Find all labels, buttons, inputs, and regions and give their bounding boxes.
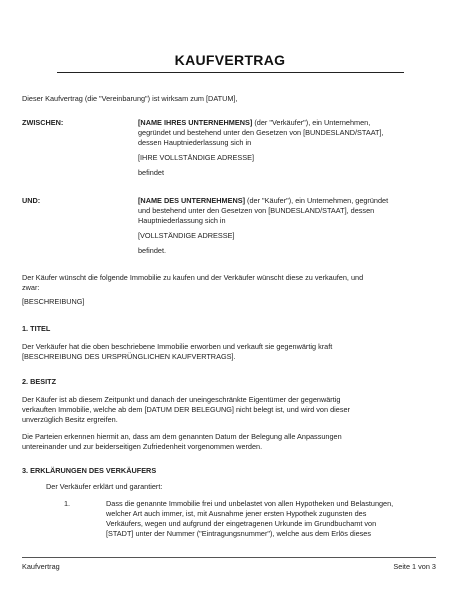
between-line3: dessen Hauptniederlassung sich in	[138, 138, 252, 147]
footer-left: Kaufvertrag	[22, 562, 60, 571]
title-rule	[57, 72, 404, 73]
between-label: ZWISCHEN:	[22, 118, 64, 127]
section1-heading: 1. TITEL	[22, 324, 51, 333]
and-line1	[138, 196, 388, 206]
seller-name: [NAME IHRES UNTERNEHMENS]	[138, 118, 253, 127]
section3-intro: Der Verkäufer erklärt und garantiert:	[46, 482, 163, 491]
seller-located: befindet	[138, 168, 164, 177]
section3-item-line4: [STADT] unter der Nummer ("Eintragungsnummer"), welche aus dem Erlös dieses	[106, 529, 371, 538]
intro-text: Dieser Kaufvertrag (die "Vereinbarung") ist wirksam zum [DATUM],	[22, 94, 238, 103]
wish-line2: zwar:	[22, 283, 40, 292]
document-title: KAUFVERTRAG	[174, 52, 286, 68]
property-description: [BESCHREIBUNG]	[22, 297, 85, 306]
section2-p1-line2: verkauften Immobilie, welche ab dem [DATUM DER BELEGUNG] nicht belegt ist, und wird von dieser	[22, 405, 350, 414]
and-line2: und bestehend unter den Gesetzen von [BUNDESLAND/STAAT], dessen	[138, 206, 375, 215]
footer-rule	[22, 557, 436, 558]
section3-heading: 3. ERKLÄRUNGEN DES VERKÄUFERS	[22, 466, 157, 475]
section3-item-number: 1.	[64, 499, 71, 508]
buyer-name: [NAME DES UNTERNEHMENS]	[138, 196, 246, 205]
buyer-line1-rest: (der "Käufer"), ein Unternehmen, gegründet	[245, 196, 389, 205]
section2-heading: 2. BESITZ	[22, 377, 57, 386]
seller-address: [IHRE VOLLSTÄNDIGE ADRESSE]	[138, 153, 254, 162]
section1-line2: [BESCHREIBUNG DES URSPRÜNGLICHEN KAUFVERTRAGS].	[22, 352, 236, 361]
section2-p2-line1: Die Parteien erkennen hiermit an, dass am dem genannten Datum der Belegung alle Anpassungen	[22, 432, 342, 441]
between-line1	[138, 118, 370, 128]
buyer-address: [VOLLSTÄNDIGE ADRESSE]	[138, 231, 235, 240]
section2-p1-line3: unverzüglich Besitz ergreifen.	[22, 415, 118, 424]
section2-p2-line2: untereinander und zur beiderseitigen Zufriedenheit vorgenommen werden.	[22, 442, 263, 451]
section1-line1: Der Verkäufer hat die oben beschriebene Immobilie erworben und verkauft sie gegenwärtig kraft	[22, 342, 333, 351]
buyer-located: befindet.	[138, 246, 166, 255]
wish-line1: Der Käufer wünscht die folgende Immobilie zu kaufen und der Verkäufer wünscht diese zu verkaufen, und	[22, 273, 364, 282]
and-line3: Hauptniederlassung sich in	[138, 216, 226, 225]
seller-line1-rest: (der "Verkäufer"), ein Unternehmen,	[252, 118, 371, 127]
section3-item-line2: welcher Art auch immer, ist, mit Ausnahme jener ersten Hypothek zugunsten des	[106, 509, 367, 518]
section3-item-line3: Verkäufers, wegen und aufgrund der eingetragenen Urkunde im Grundbuchamt von	[106, 519, 377, 528]
footer-page-number: Seite 1 von 3	[393, 562, 436, 571]
and-label: UND:	[22, 196, 41, 205]
section3-item-line1: Dass die genannte Immobilie frei und unbelastet von allen Hypotheken und Belastungen,	[106, 499, 394, 508]
between-line2: gegründet und bestehend unter den Gesetzen von [BUNDESLAND/STAAT],	[138, 128, 384, 137]
section2-p1-line1: Der Käufer ist ab diesem Zeitpunkt und danach der uneingeschränkte Eigentümer der gegenwärtig	[22, 395, 341, 404]
